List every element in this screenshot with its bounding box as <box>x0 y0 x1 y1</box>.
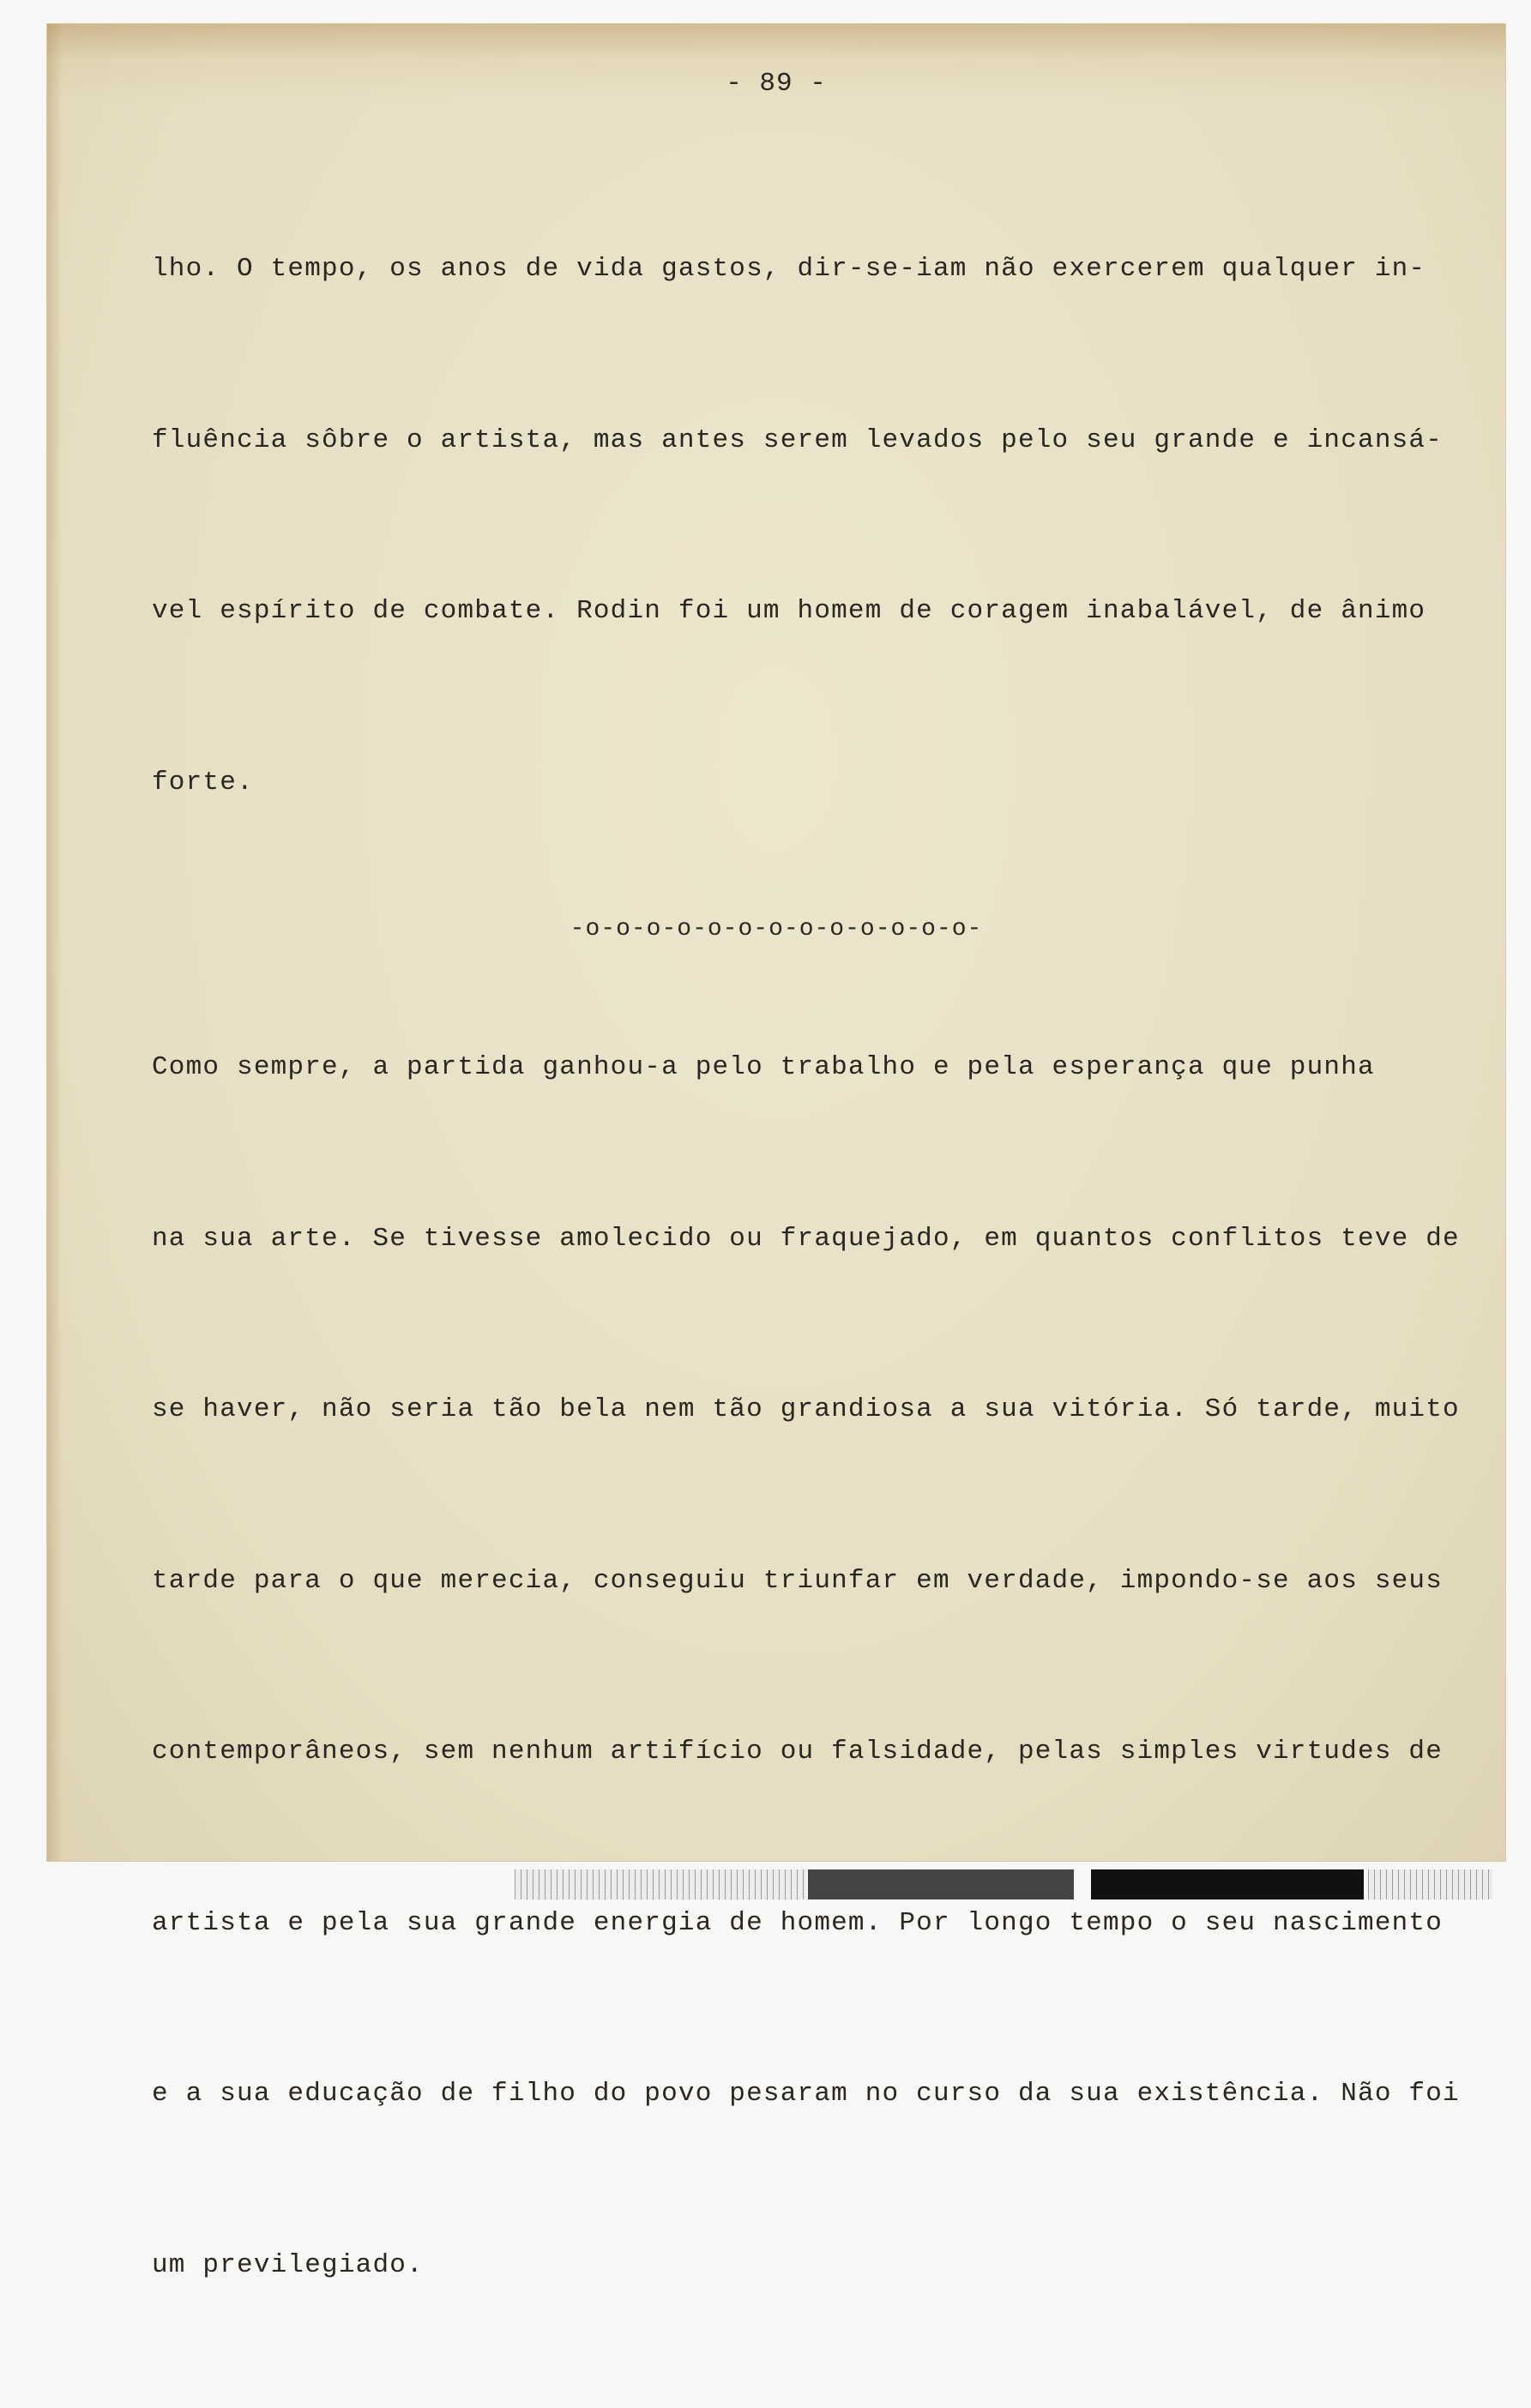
text-line: e a sua educação de filho do povo pesaram no curso da sua existência. Não foi <box>152 2079 1460 2109</box>
gray-patch <box>808 1869 1074 1899</box>
text-line: artista e pela sua grande energia de homem. Por longo tempo o seu nascimento <box>152 1907 1444 1938</box>
paragraph-1 <box>152 127 1490 925</box>
text-line: contemporâneos, sem nenhum artifício ou falsidade, pelas simples virtudes de <box>152 1737 1444 1767</box>
paper-edge-shadow <box>47 24 63 1861</box>
text-line: lho. O tempo, os anos de vida gastos, dir-se-iam não exercerem qualquer in- <box>152 254 1426 284</box>
ruler-scale <box>1368 1869 1492 1899</box>
text-line: vel espírito de combate. Rodin foi um homem de coragem inabalável, de ânimo <box>152 596 1426 626</box>
text-line: um previlegiado. <box>152 2249 424 2280</box>
text-line: tarde para o que merecia, conseguiu triunfar em verdade, impondo-se aos seus <box>152 1565 1444 1596</box>
text-line: se haver, não seria tão bela nem tão grandiosa a sua vitória. Só tarde, muito <box>152 1394 1460 1424</box>
text-line: fluência sôbre o artista, mas antes serem levados pelo seu grande e incansá- <box>152 424 1444 455</box>
paragraph-2 <box>152 925 1490 2408</box>
typed-page <box>47 24 1505 2280</box>
text-line: na sua arte. Se tivesse amolecido ou fraquejado, em quantos conflitos teve de <box>152 1223 1460 1254</box>
text-line: Como sempre, a partida ganhou-a pelo trabalho e pela esperança que punha <box>152 1052 1375 1082</box>
body-text <box>152 127 1490 2408</box>
section-separator: -o-o-o-o-o-o-o-o-o-o-o-o-o- <box>570 916 983 942</box>
black-patch <box>1091 1869 1364 1899</box>
scan-calibration-bar <box>515 1869 1492 1899</box>
ruler-scale <box>515 1869 806 1899</box>
page-number: - 89 - <box>726 69 827 99</box>
text-line: forte. <box>152 767 254 798</box>
